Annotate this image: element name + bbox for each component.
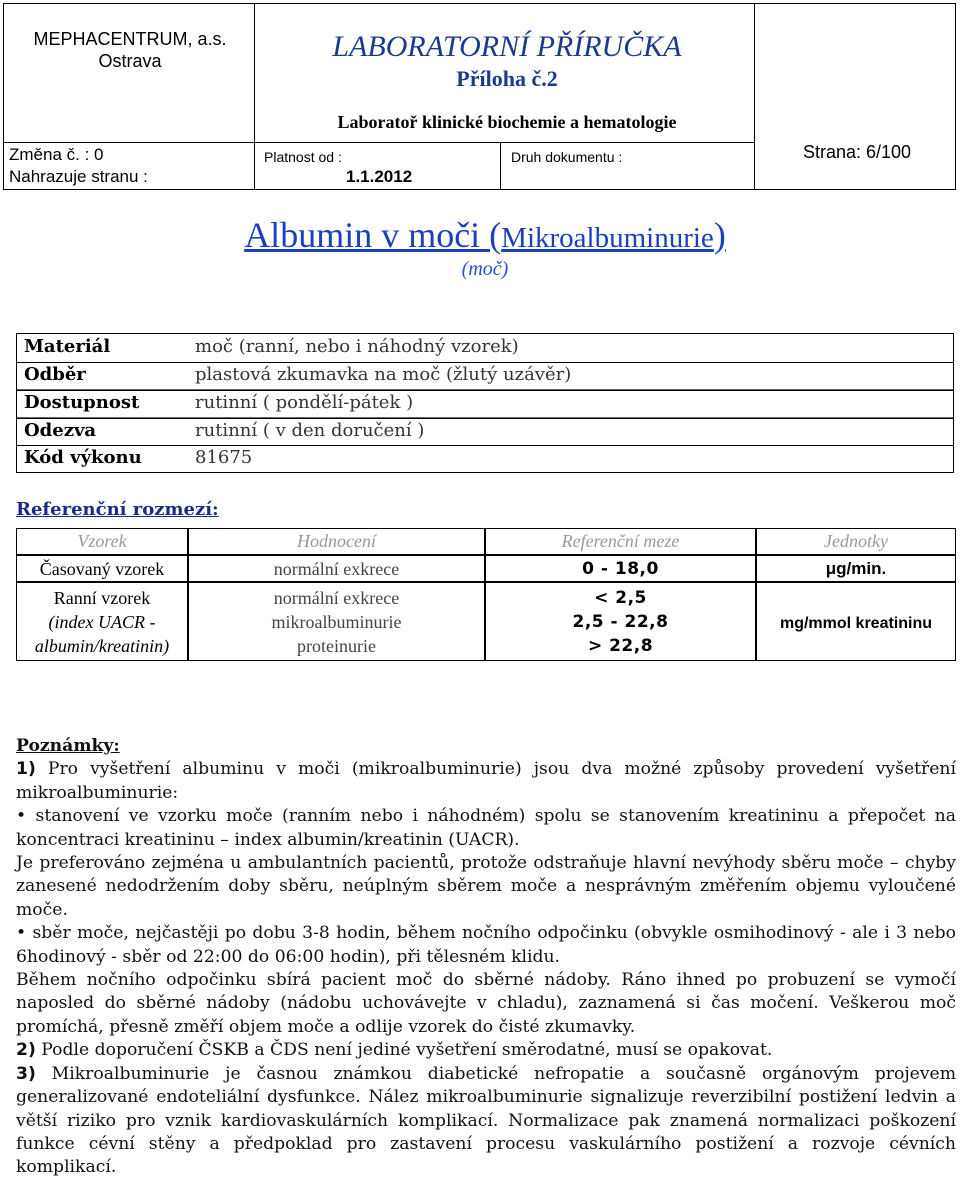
sample-line: (index UACR - (48, 612, 156, 632)
info-key: Odezva (24, 420, 97, 441)
company-city: Ostrava (98, 51, 162, 71)
evaluation-line: proteinurie (297, 636, 376, 656)
company-name: MEPHACENTRUM, a.s. (33, 29, 227, 49)
info-row (17, 445, 953, 473)
change-label: Změna č. : 0 (9, 145, 104, 164)
table-row-sample (16, 586, 188, 658)
table-row-unit: μg/min. (825, 559, 887, 578)
note-1 (16, 758, 956, 805)
document-subtitle: (moč) (461, 258, 509, 280)
info-key: Odběr (24, 364, 86, 385)
table-row-evaluation (188, 586, 485, 658)
info-value: rutinní ( pondělí-pátek ) (195, 392, 414, 413)
note-bullet: • sběr moče, nejčastěji po dobu 3-8 hodin, během nočního odpočinku (obvykle osmihodinový - ale i 3 nebo 6hodinový - sběr od 22:00 do 06:00 hodin), při tělesném klidu. (16, 923, 956, 967)
column-header: Hodnocení (297, 531, 376, 551)
title-paren: Mikroalbuminurie (501, 222, 714, 254)
header-divider (254, 142, 754, 143)
notes-heading: Poznámky: (16, 736, 120, 756)
info-value: plastová zkumavka na moč (žlutý uzávěr) (195, 364, 572, 385)
column-header: Referenční meze (561, 531, 680, 551)
info-key: Kód výkonu (24, 447, 142, 468)
row-border (17, 390, 953, 418)
info-row (17, 362, 953, 390)
appendix-label: Příloha č.2 (456, 66, 558, 91)
table-row-unit: mg/mmol kreatininu (779, 615, 933, 632)
info-value: rutinní ( v den doručení ) (195, 420, 425, 441)
range-line: 2,5 - 22,8 (572, 612, 669, 632)
row-border (17, 445, 953, 472)
title-main: Albumin v moči ( (244, 215, 502, 255)
info-table (16, 333, 954, 473)
reference-heading: Referenční rozmezí: (16, 499, 219, 520)
info-value: moč (ranní, nebo i náhodný vzorek) (195, 336, 519, 357)
info-row (17, 334, 953, 362)
evaluation-line: normální exkrece (273, 588, 400, 608)
column-header: Jednotky (824, 531, 888, 551)
note-number: 3) (16, 1063, 36, 1084)
column-header: Vzorek (77, 531, 127, 551)
title-close: ) (713, 215, 726, 255)
page-number: Strana: 6/100 (802, 142, 912, 162)
department-name: Laboratoř klinické biochemie a hematologie (337, 112, 677, 132)
document-header (3, 3, 956, 190)
note-3 (16, 1063, 956, 1180)
note-text: Podle doporučení ČSKB a ČDS není jediné vyšetření směrodatné, musí se opakovat. (35, 1040, 773, 1061)
note-text: Pro vyšetření albuminu v moči (mikroalbuminurie) jsou dva možné způsoby provedení vyšetření mikroalbuminurie: (16, 759, 956, 803)
note-paragraph: Během nočního odpočinku sbírá pacient moč do sběrné nádoby. Ráno ihned po probuzení se vymočí naposled do sběrné nádoby (nádobu uchovávejte v chladu), zaznamená si čas močení. Veškerou moč promíchá, přesně změří objem moče a odlije vzorek do čisté zkumavky. (16, 970, 956, 1037)
note-number: 1) (16, 759, 36, 780)
reference-table (16, 528, 956, 663)
table-row-range (485, 586, 756, 658)
sample-line: albumin/kreatinin) (34, 636, 170, 656)
sample-line: Ranní vzorek (53, 588, 151, 608)
replaces-label: Nahrazuje stranu : (9, 167, 148, 186)
note-number: 2) (16, 1040, 36, 1061)
header-divider (4, 142, 254, 143)
manual-title: LABORATORNÍ PŘÍRUČKA (332, 30, 682, 63)
info-key: Materiál (24, 336, 111, 357)
row-border (17, 418, 953, 446)
company-block (4, 28, 256, 72)
note-text: Mikroalbuminurie je časnou známkou diabetické nefropatie a současně orgánovým projevem generalizované endoteliální dysfunkce. Nález mikroalbuminurie signalizuje reverzibilní postižení ledvin a větší riziko pro vznik kardiovaskulárních komplikací. Normalizace pak znamená normalizaci poškození funkce cévní stěny a předpoklad pro zastavení procesu vaskulárního postižení a rozvoje cévních komplikací. (16, 1063, 956, 1178)
range-line: < 2,5 (594, 588, 647, 608)
info-row (17, 418, 953, 446)
document-title (0, 214, 960, 256)
doctype-label: Druh dokumentu : (511, 149, 623, 165)
info-key: Dostupnost (24, 392, 140, 413)
validity-label: Platnost od : (264, 149, 342, 165)
table-row-sample: Časovaný vzorek (39, 559, 165, 579)
table-row-range: 0 - 18,0 (582, 559, 659, 579)
header-divider (500, 142, 501, 190)
evaluation-line: mikroalbuminurie (271, 612, 402, 632)
note-2 (16, 1039, 956, 1062)
table-row-evaluation: normální exkrece (273, 559, 400, 579)
range-line: > 22,8 (587, 636, 654, 656)
note-bullet: • stanovení ve vzorku moče (ranním nebo i náhodném) spolu se stanovením kreatininu a přepočet na koncentraci kreatininu – index albumin/kreatinin (UACR). (16, 806, 956, 850)
info-value: 81675 (195, 447, 253, 468)
info-row (17, 390, 953, 418)
note-paragraph: Je preferováno zejména u ambulantních pacientů, protože odstraňuje hlavní nevýhody sběru moče – chyby zanesené nedodržením doby sběru, neúplným sběrem moče a nesprávným změřením objemu vyloučené moče. (16, 853, 956, 920)
notes-section (16, 735, 956, 1180)
validity-value: 1.1.2012 (346, 167, 413, 186)
